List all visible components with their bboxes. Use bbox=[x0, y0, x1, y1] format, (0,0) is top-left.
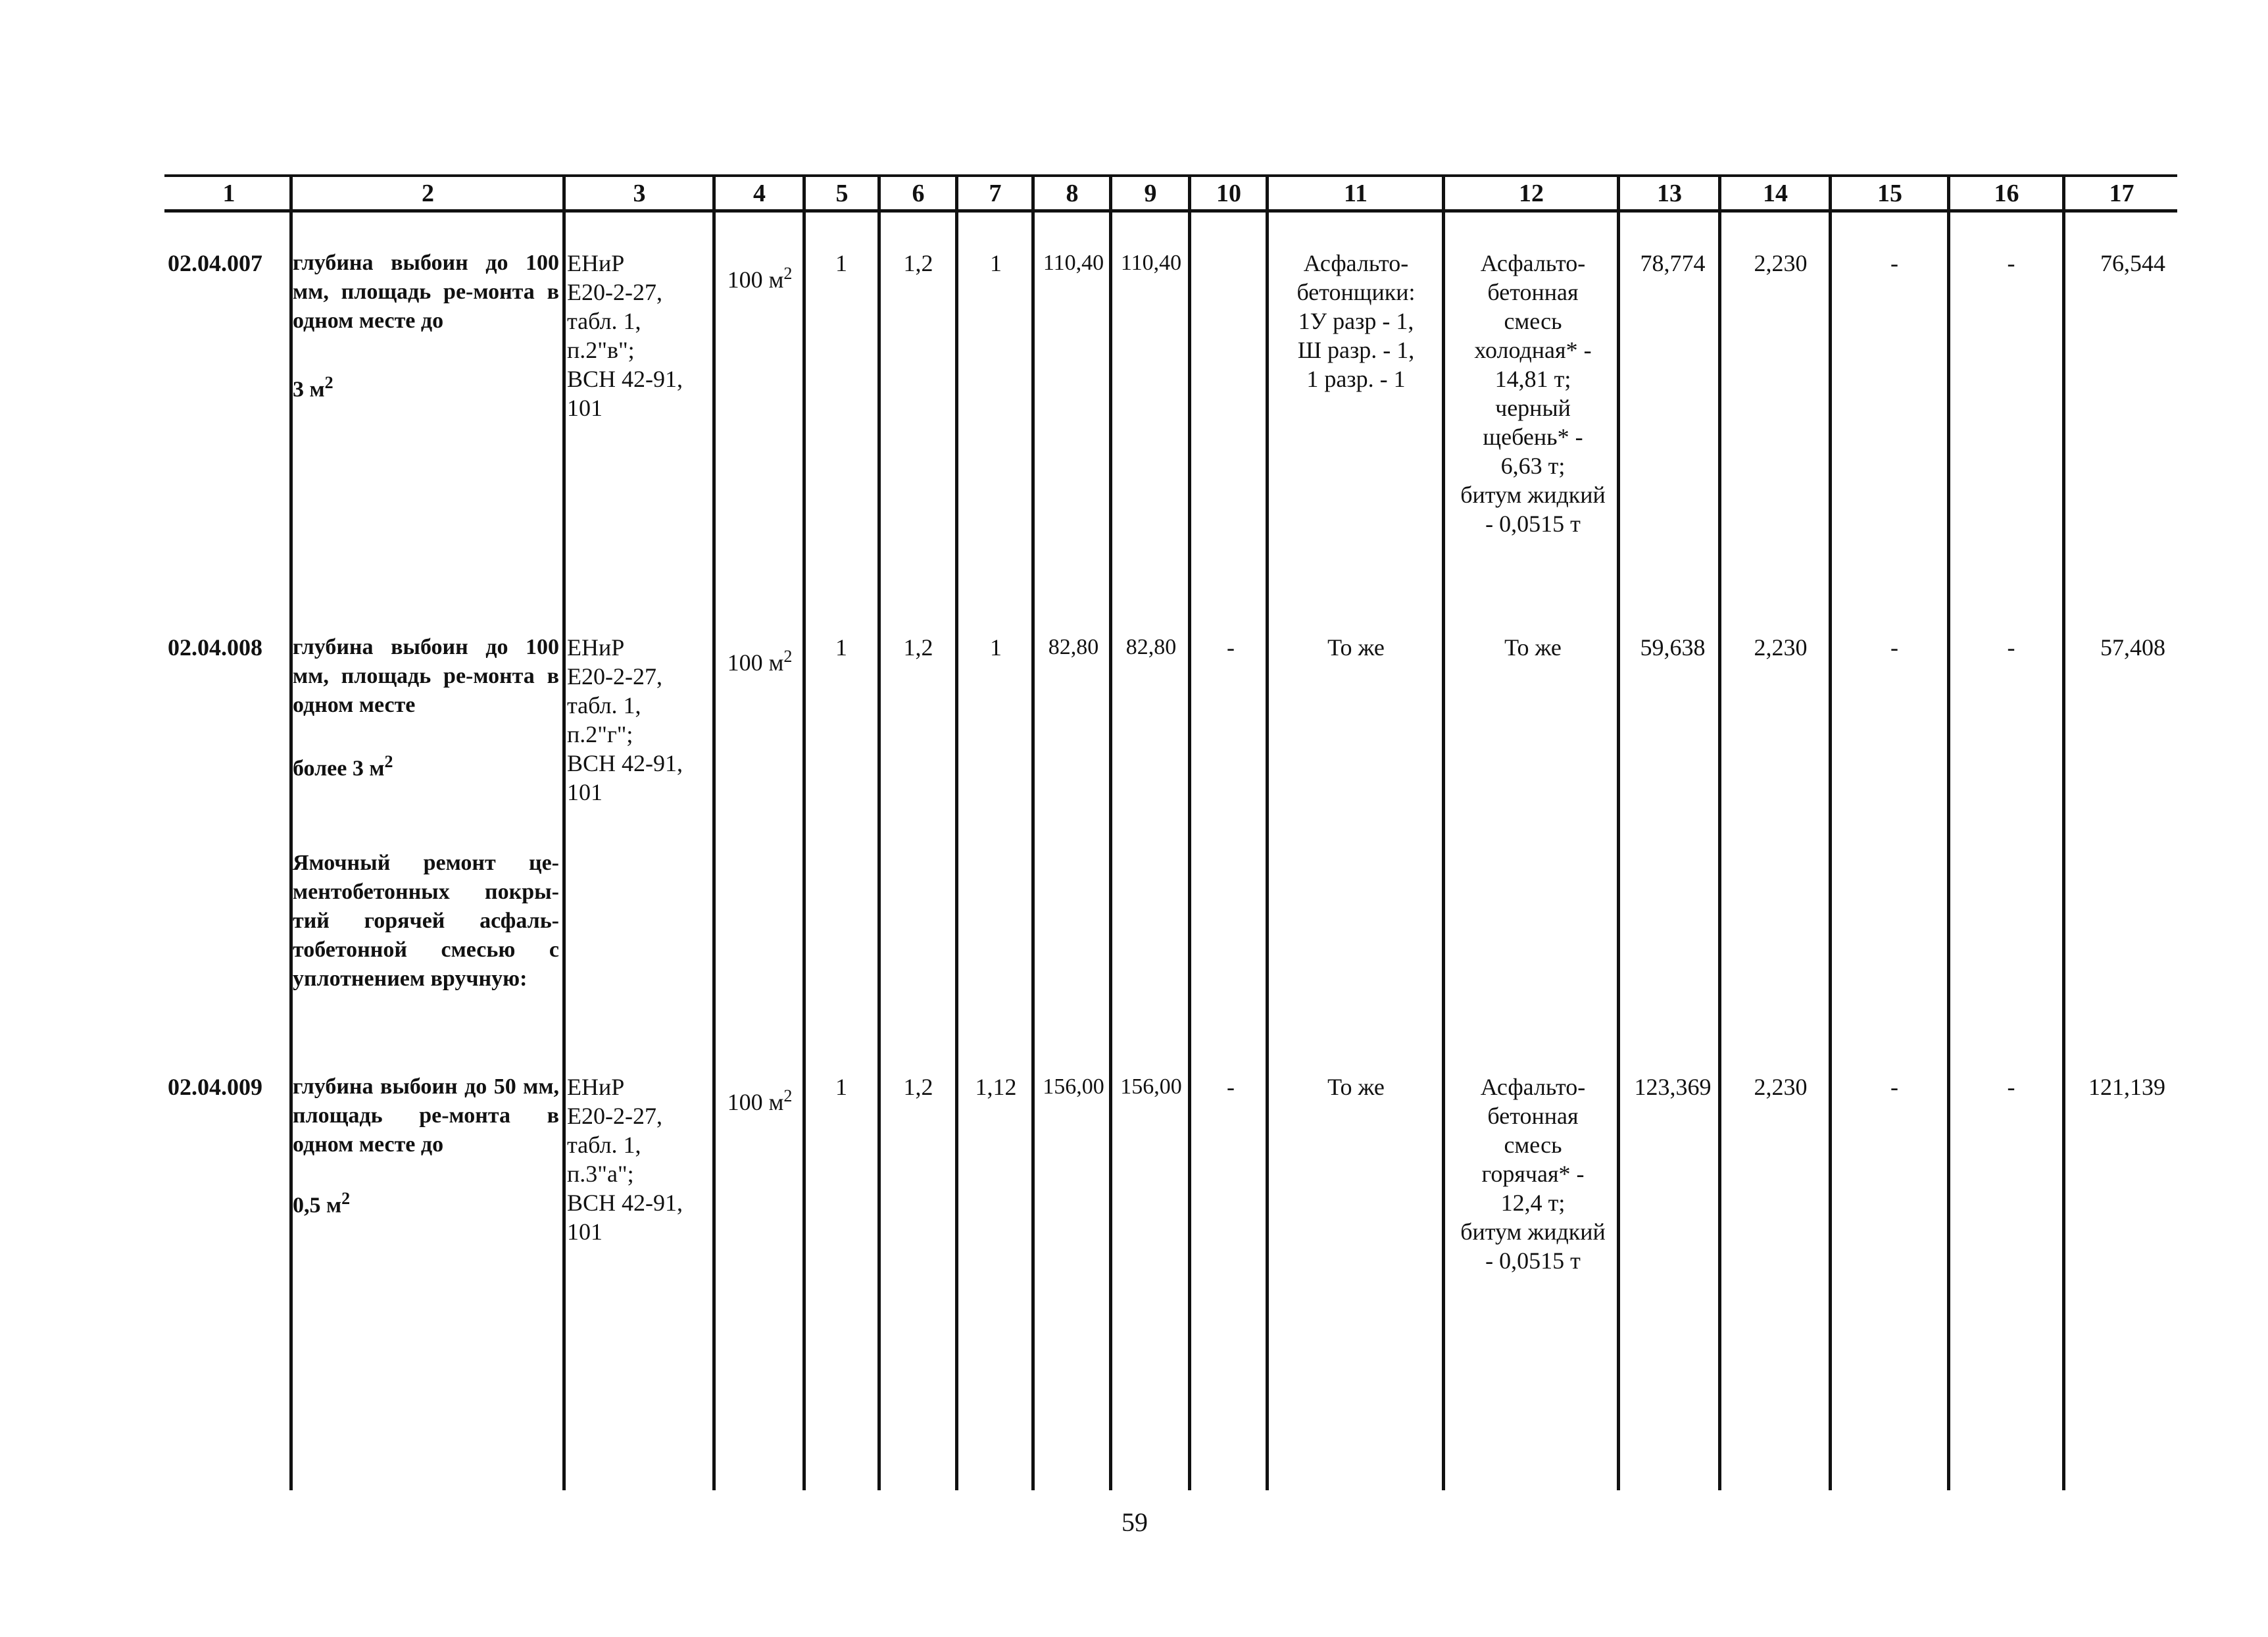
row-1-code: 02.04.007 bbox=[168, 250, 262, 276]
column-divider bbox=[877, 174, 881, 1490]
row-1-norm-reference: ЕНиР Е20-2-27, табл. 1, п.2"в"; ВСН 42-91, 101 bbox=[567, 250, 683, 421]
column-divider bbox=[2062, 174, 2065, 1490]
row-3-c7: 1,12 bbox=[975, 1074, 1017, 1100]
column-header-1: 1 bbox=[222, 180, 235, 207]
row-1-description-area: 3 $м^2$ bbox=[293, 373, 333, 402]
column-divider bbox=[712, 174, 716, 1490]
row-3-c11-workers: То же bbox=[1327, 1074, 1385, 1100]
row-1-c7: 1 bbox=[990, 250, 1002, 276]
column-divider bbox=[1947, 174, 1950, 1490]
row-3-c9: 156,00 bbox=[1120, 1074, 1182, 1099]
column-header-14: 14 bbox=[1763, 180, 1788, 207]
column-header-5: 5 bbox=[835, 180, 849, 207]
row-3-c5: 1 bbox=[835, 1074, 847, 1100]
row-1-c5: 1 bbox=[835, 250, 847, 276]
row-1-c6: 1,2 bbox=[903, 250, 933, 276]
column-divider bbox=[802, 174, 806, 1490]
section-heading: Ямочный ремонт це-ментобетонных покры-тий горячей асфаль-тобетонной смесью с уплотнением вручную: bbox=[293, 851, 559, 991]
header-top-rule bbox=[164, 174, 2177, 177]
row-2-c7: 1 bbox=[990, 634, 1002, 661]
row-1-c12-materials: Асфальто- бетонная смесь холодная* - 14,81 т; черный щебень* - 6,63 т; битум жидкий - 0,0515 т bbox=[1460, 250, 1606, 537]
row-3-c12-materials: Асфальто- бетонная смесь горячая* - 12,4 т; битум жидкий - 0,0515 т bbox=[1460, 1074, 1606, 1274]
row-3-c8: 156,00 bbox=[1043, 1074, 1104, 1099]
row-2-c16: - bbox=[2007, 634, 2015, 661]
column-divider bbox=[1829, 174, 1832, 1490]
row-3-c6: 1,2 bbox=[903, 1074, 933, 1100]
row-2-c15: - bbox=[1890, 634, 1898, 661]
column-divider bbox=[1442, 174, 1445, 1490]
row-1-c14: 2,230 bbox=[1754, 250, 1808, 276]
column-header-7: 7 bbox=[989, 180, 1002, 207]
row-2-c14: 2,230 bbox=[1754, 634, 1808, 661]
page-number: 59 bbox=[1122, 1507, 1148, 1537]
column-header-12: 12 bbox=[1519, 180, 1544, 207]
row-2-c8: 82,80 bbox=[1048, 635, 1099, 659]
column-header-2: 2 bbox=[422, 180, 434, 207]
column-divider bbox=[1266, 174, 1269, 1490]
column-divider bbox=[1718, 174, 1721, 1490]
row-3-norm-reference: ЕНиР Е20-2-27, табл. 1, п.3"а"; ВСН 42-91, 101 bbox=[567, 1074, 683, 1245]
row-2-description: глубина выбоин до 100 мм, площадь ре-монта в одном месте bbox=[293, 635, 559, 717]
row-1-unit: 100 $м^2$ bbox=[727, 264, 793, 293]
row-3-c10: - bbox=[1227, 1074, 1235, 1100]
column-divider bbox=[1109, 174, 1112, 1490]
row-1-c17: 76,544 bbox=[2100, 250, 2165, 276]
column-divider bbox=[1031, 174, 1035, 1490]
column-divider bbox=[562, 174, 566, 1490]
row-2-description-area: более 3 $м^2$ bbox=[293, 752, 393, 781]
row-3-c17: 121,139 bbox=[2088, 1074, 2165, 1100]
column-header-8: 8 bbox=[1066, 180, 1079, 207]
row-1-c8: 110,40 bbox=[1043, 251, 1104, 275]
column-divider bbox=[1617, 174, 1620, 1490]
column-divider bbox=[955, 174, 958, 1490]
column-divider bbox=[1188, 174, 1191, 1490]
column-header-16: 16 bbox=[1994, 180, 2019, 207]
row-1-c9: 110,40 bbox=[1120, 251, 1182, 275]
row-2-c12-materials: То же bbox=[1504, 634, 1562, 661]
row-3-c14: 2,230 bbox=[1754, 1074, 1808, 1100]
row-3-c13: 123,369 bbox=[1634, 1074, 1712, 1100]
header-bottom-rule bbox=[164, 209, 2177, 213]
row-3-unit: 100 $м^2$ bbox=[727, 1086, 793, 1115]
column-header-9: 9 bbox=[1144, 180, 1157, 207]
column-header-6: 6 bbox=[912, 180, 925, 207]
row-2-c11-workers: То же bbox=[1327, 634, 1385, 661]
row-3-code: 02.04.009 bbox=[168, 1074, 262, 1100]
row-2-code: 02.04.008 bbox=[168, 634, 262, 661]
row-2-unit: 100 $м^2$ bbox=[727, 647, 793, 676]
row-1-c13: 78,774 bbox=[1640, 250, 1706, 276]
row-2-norm-reference: ЕНиР Е20-2-27, табл. 1, п.2"г"; ВСН 42-91, 101 bbox=[567, 634, 683, 805]
column-header-4: 4 bbox=[753, 180, 766, 207]
column-header-10: 10 bbox=[1216, 180, 1241, 207]
column-header-13: 13 bbox=[1657, 180, 1682, 207]
row-2-c9: 82,80 bbox=[1125, 635, 1177, 659]
row-1-description: глубина выбоин до 100 мм, площадь ре-монта в одном месте до bbox=[293, 251, 559, 333]
row-3-c16: - bbox=[2007, 1074, 2015, 1100]
column-header-17: 17 bbox=[2109, 180, 2134, 207]
row-2-c5: 1 bbox=[835, 634, 847, 661]
row-2-c10: - bbox=[1227, 634, 1235, 661]
row-1-c15: - bbox=[1890, 250, 1898, 276]
row-2-c17: 57,408 bbox=[2100, 634, 2165, 661]
row-1-c11-workers: Асфальто- бетонщики: 1У разр - 1, Ш разр. - 1, 1 разр. - 1 bbox=[1296, 250, 1416, 392]
row-2-c6: 1,2 bbox=[903, 634, 933, 661]
row-3-description-area: 0,5 $м^2$ bbox=[293, 1189, 351, 1218]
row-1-c16: - bbox=[2007, 250, 2015, 276]
column-header-3: 3 bbox=[633, 180, 646, 207]
column-header-15: 15 bbox=[1877, 180, 1902, 207]
row-2-c13: 59,638 bbox=[1640, 634, 1706, 661]
column-header-11: 11 bbox=[1344, 180, 1368, 207]
row-3-description: глубина выбоин до 50 мм, площадь ре-монта в одном месте до bbox=[293, 1074, 559, 1157]
row-3-c15: - bbox=[1890, 1074, 1898, 1100]
